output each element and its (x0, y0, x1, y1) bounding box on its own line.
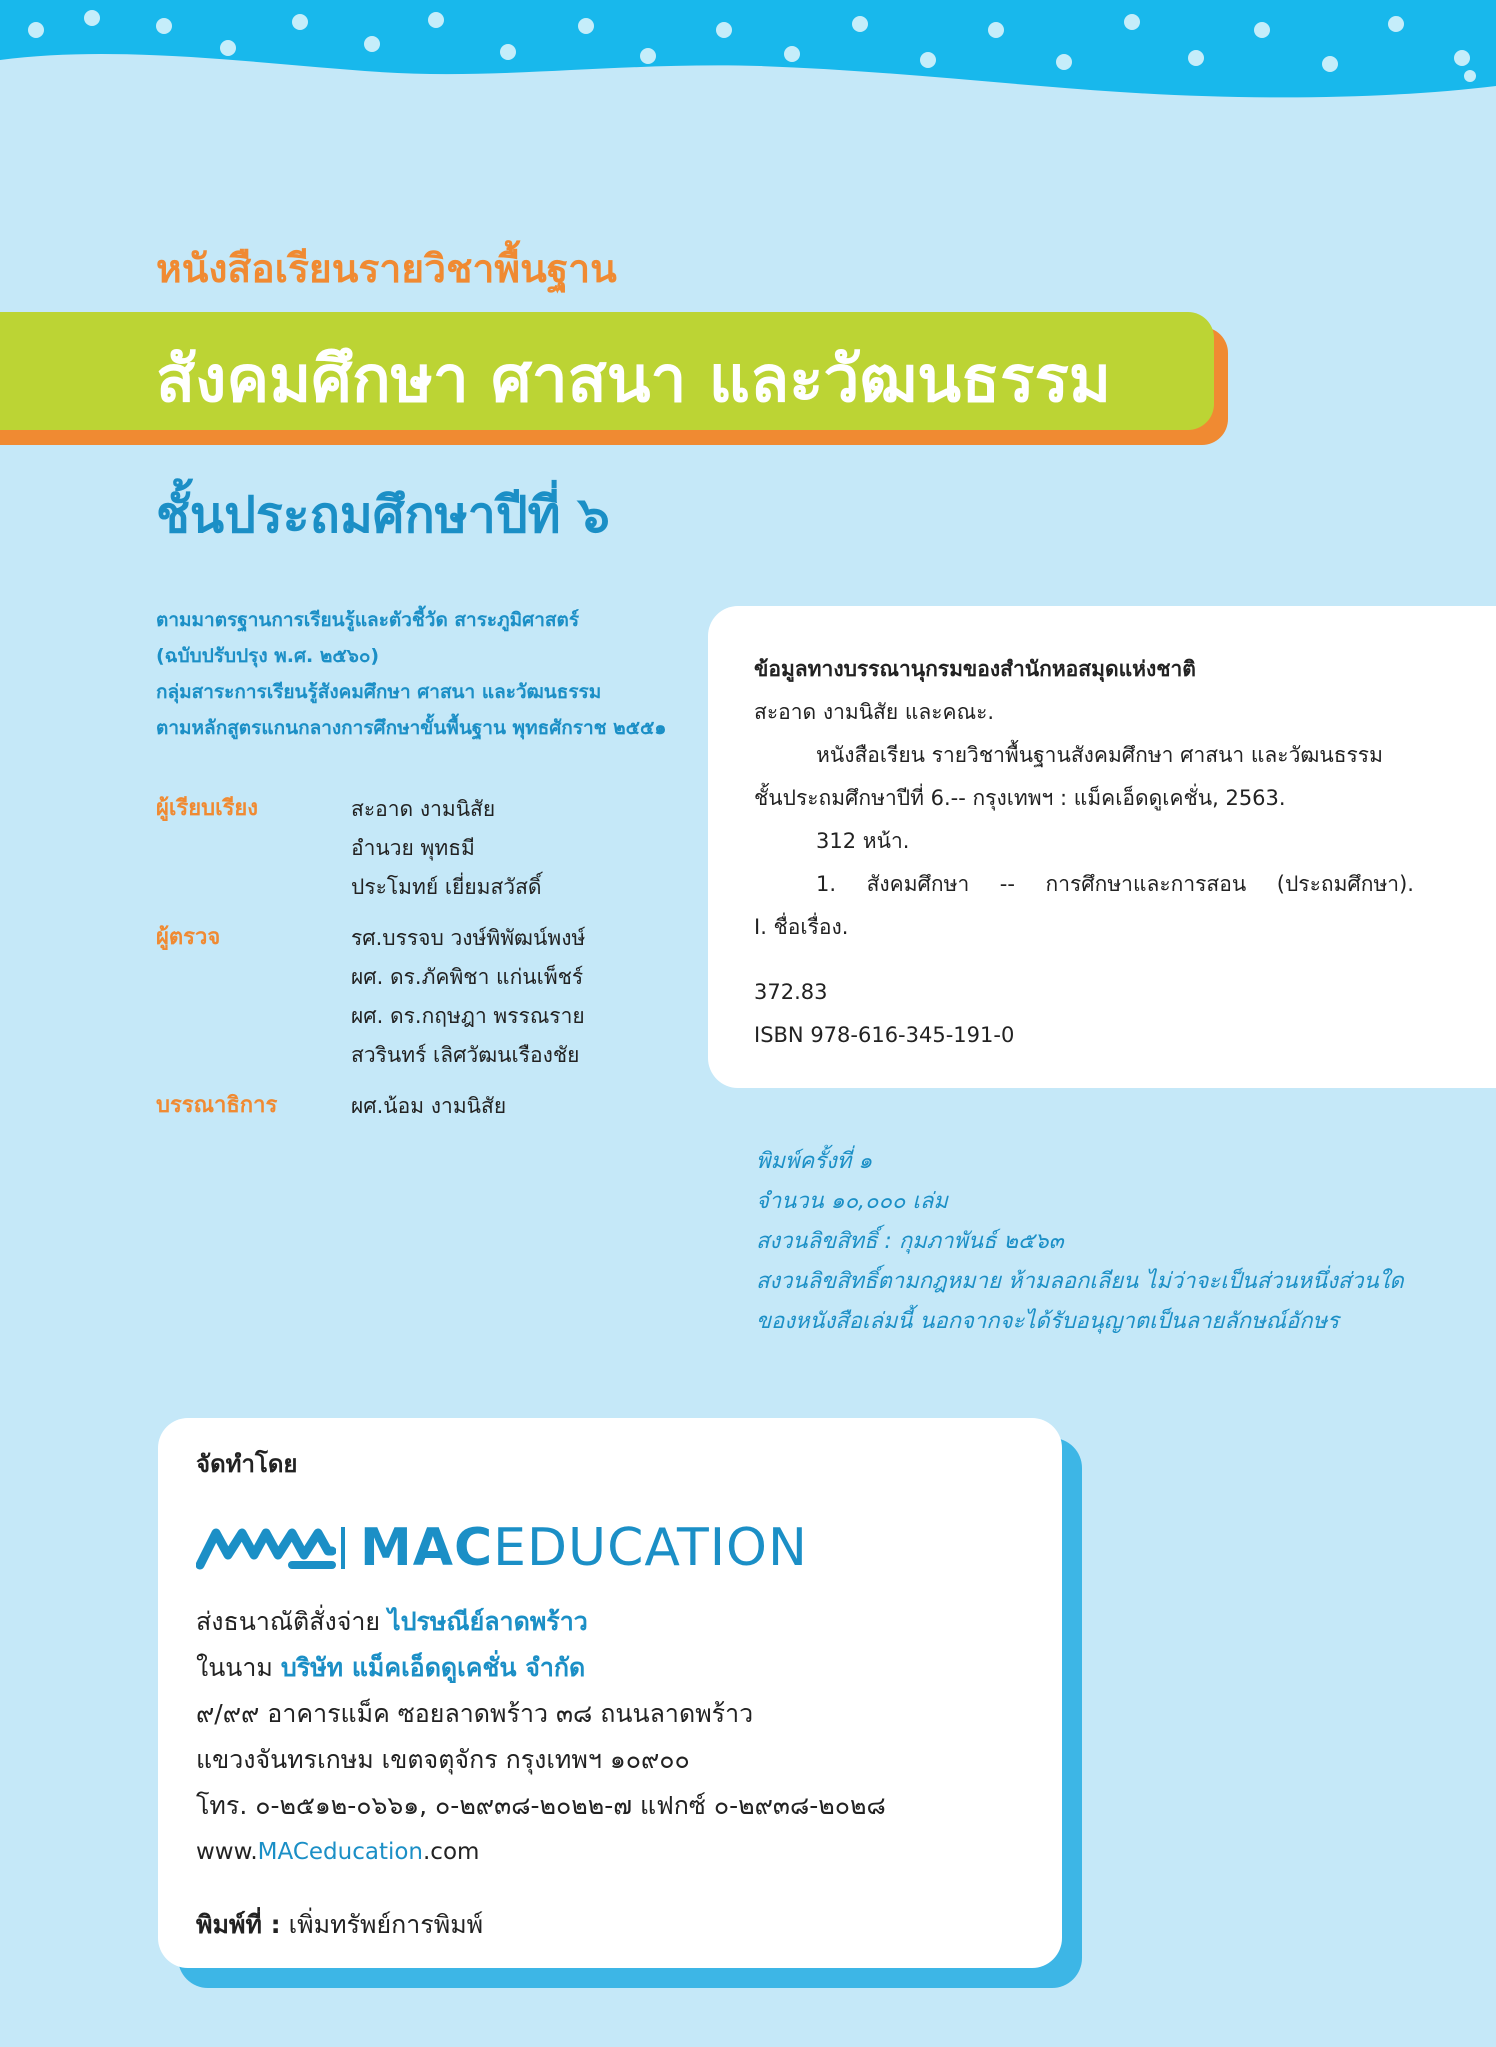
copyright-notice: สงวนลิขสิทธิ์ตามกฎหมาย ห้ามลอกเลียน ไม่ว่าจะเป็นส่วนหนึ่งส่วนใด (756, 1269, 1404, 1294)
logo-divider (336, 1523, 350, 1573)
standards-line: กลุ่มสาระการเรียนรู้สังคมศึกษา ศาสนา และวัฒนธรรม (156, 681, 602, 703)
reviewer-name: ผศ. ดร.กฤษฎา พรรณราย (351, 1004, 585, 1028)
subject-title: สังคมศึกษา ศาสนา และวัฒนธรรม (156, 343, 1112, 417)
cip-subject (754, 863, 1414, 906)
money-order-line (196, 1599, 1036, 1645)
author-name: ประโมทย์ เยี่ยมสวัสดิ์ (351, 875, 542, 899)
cip-subject-part: 1. (816, 872, 837, 896)
web-brand: MACeducation (257, 1839, 423, 1865)
payee-prefix: ในนาม (196, 1653, 273, 1682)
cip-title-entry: I. ชื่อเรื่อง. (754, 915, 849, 939)
web-suffix: .com (423, 1839, 480, 1865)
credit-role-editor: บรรณาธิการ (156, 1093, 278, 1118)
credit-role-authors: ผู้เรียบเรียง (156, 796, 259, 821)
brand-bold: MAC (360, 1518, 494, 1578)
cip-isbn: ISBN 978-616-345-191-0 (754, 1023, 1015, 1047)
cip-subject-part: สังคมศึกษา (866, 872, 970, 896)
publisher-heading: จัดทำโดย (196, 1450, 298, 1478)
credit-role-reviewers: ผู้ตรวจ (156, 925, 221, 950)
author-name: อำนวย พุทธมี (351, 836, 475, 860)
cip-title-1: หนังสือเรียน รายวิชาพื้นฐานสังคมศึกษา ศาสนา และวัฒนธรรม (816, 743, 1383, 767)
credit-reviewers (156, 919, 676, 1075)
website-link[interactable] (196, 1829, 1036, 1875)
money-order-office: ไปรษณีย์ลาดพร้าว (388, 1607, 588, 1636)
cip-subject-part: -- (999, 872, 1015, 896)
print-quantity: จำนวน ๑๐,๐๐๐ เล่ม (756, 1189, 948, 1214)
standards-line: (ฉบับปรับปรุง พ.ศ. ๒๕๖๐) (156, 645, 380, 667)
reviewer-name: สวรินทร์ เลิศวัฒนเรืองชัย (351, 1043, 580, 1067)
publisher-logo (196, 1513, 1036, 1583)
grade-level: ชั้นประถมศึกษาปีที่ ๖ (156, 486, 610, 544)
print-info (756, 1142, 1404, 1342)
print-edition: พิมพ์ครั้งที่ ๑ (756, 1149, 873, 1174)
money-order-prefix: ส่งธนาณัติสั่งจ่าย (196, 1607, 381, 1636)
top-wave-decoration (0, 0, 1496, 110)
reviewer-name: ผศ. ดร.ภัคพิชา แก่นเพ็ชร์ (351, 965, 584, 989)
cip-card (708, 606, 1496, 1088)
cip-heading: ข้อมูลทางบรรณานุกรมของสำนักหอสมุดแห่งชาติ (754, 657, 1196, 681)
cip-pages: 312 หน้า. (816, 829, 910, 853)
curriculum-standards (156, 602, 667, 746)
credits (156, 790, 676, 1138)
address-line: แขวงจันทรเกษม เขตจตุจักร กรุงเทพฯ ๑๐๙๐๐ (196, 1745, 690, 1774)
editor-name: ผศ.น้อม งามนิสัย (351, 1094, 507, 1118)
printer-line (196, 1905, 1036, 1945)
cip-author: สะอาด งามนิสัย และคณะ. (754, 700, 995, 724)
publisher-card (158, 1418, 1062, 1968)
standards-line: ตามหลักสูตรแกนกลางการศึกษาขั้นพื้นฐาน พุทธศักราช ๒๕๕๑ (156, 717, 667, 739)
phone-line: โทร. ๐-๒๕๑๒-๐๖๖๑, ๐-๒๙๓๘-๒๐๒๒-๗ แฟกซ์ ๐-๒๙๓๘-๒๐๒๘ (196, 1791, 886, 1820)
credit-editor (156, 1087, 676, 1126)
cip-subject-part: (ประถมศึกษา). (1276, 872, 1414, 896)
author-name: สะอาด งามนิสัย (351, 797, 496, 821)
reviewer-name: รศ.บรรจบ วงษ์พิพัฒน์พงษ์ (351, 926, 586, 950)
copyright-notice: ของหนังสือเล่มนี้ นอกจากจะได้รับอนุญาตเป็นลายลักษณ์อักษร (756, 1309, 1339, 1334)
payee-line (196, 1645, 1036, 1691)
printer-name: เพิ่มทรัพย์การพิมพ์ (288, 1910, 484, 1939)
brand-light: EDUCATION (493, 1518, 808, 1578)
credit-authors (156, 790, 676, 907)
standards-line: ตามมาตรฐานการเรียนรู้และตัวชี้วัด สาระภูมิศาสตร์ (156, 609, 580, 631)
copyright-date: สงวนลิขสิทธิ์ : กุมภาพันธ์ ๒๕๖๓ (756, 1229, 1064, 1254)
publisher-brand (360, 1518, 808, 1578)
mac-logo-icon (196, 1525, 336, 1571)
cip-title-2: ชั้นประถมศึกษาปีที่ 6.-- กรุงเทพฯ : แม็คเอ็ดดูเคชั่น, 2563. (754, 786, 1286, 810)
cip-class-number: 372.83 (754, 980, 828, 1004)
cip-subject-part: การศึกษาและการสอน (1045, 872, 1247, 896)
series-label: หนังสือเรียนรายวิชาพื้นฐาน (156, 247, 617, 292)
payee-name: บริษัท แม็คเอ็ดดูเคชั่น จำกัด (280, 1653, 586, 1682)
address-line: ๙/๙๙ อาคารแม็ค ซอยลาดพร้าว ๓๘ ถนนลาดพร้าว (196, 1699, 754, 1728)
web-prefix: www. (196, 1839, 258, 1865)
printer-label: พิมพ์ที่ : (196, 1910, 281, 1939)
